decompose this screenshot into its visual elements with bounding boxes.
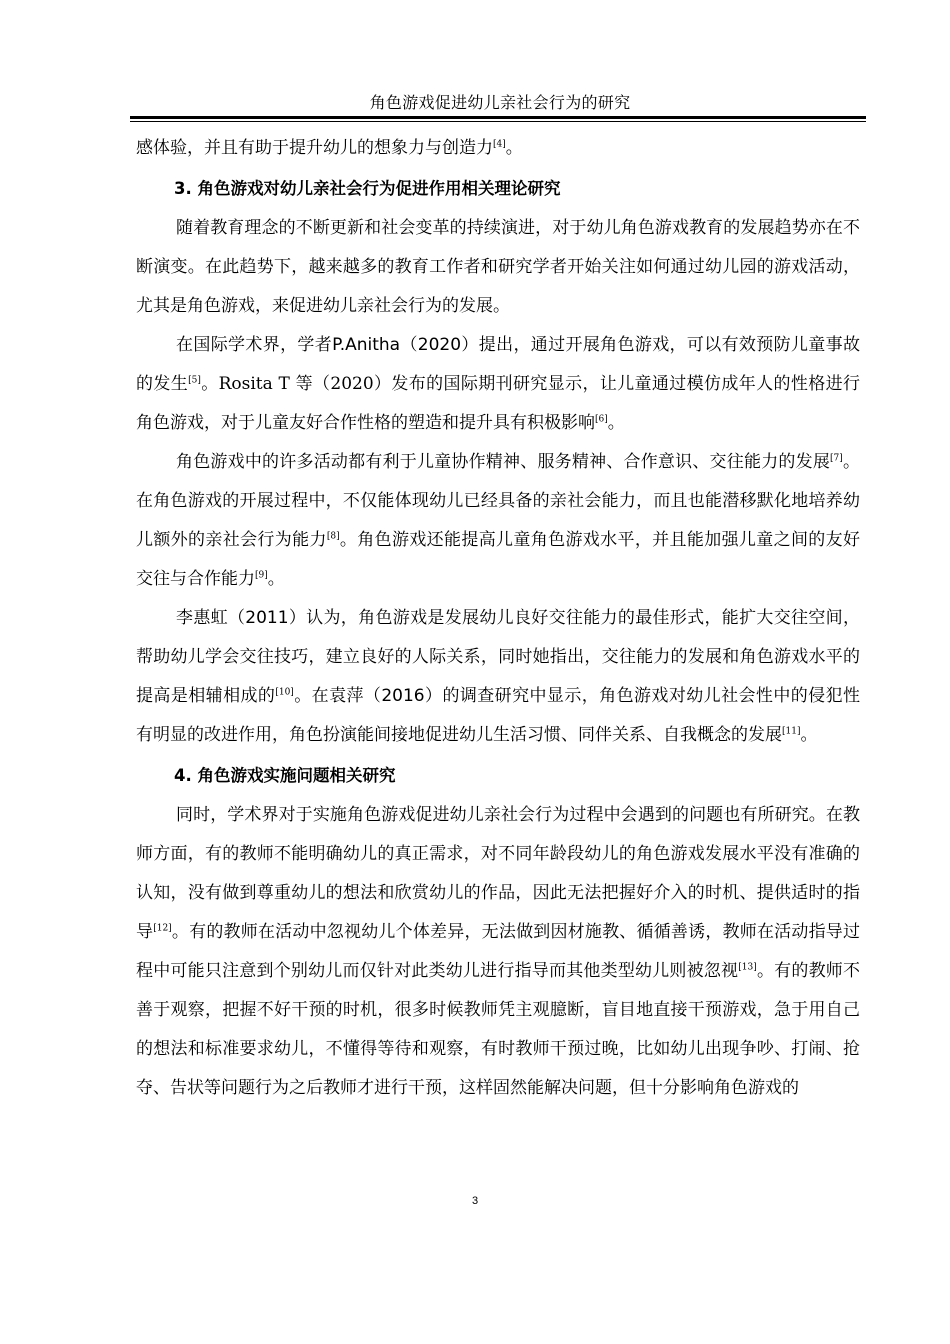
- paragraph: 同时，学术界对于实施角色游戏促进幼儿亲社会行为过程中会遇到的问题也有所研究。在教师方面，有的教师不能明确幼儿的真正需求，对不同年龄段幼儿的角色游戏发展水平没有准确的认知，没有做到尊重幼儿的想法和欣赏幼儿的作品，因此无法把握好介入的时机、提供适时的指导[12]。有的教师在活动中忽视幼儿个体差异，无法做到因材施教、循循善诱，教师在活动指导过程中可能只注意到个别幼儿而仅针对此类幼儿进行指导而其他类型幼儿则被忽视[13]。有的教师不善于观察，把握不好干预的时机，很多时候教师凭主观臆断，盲目地直接干预游戏，急于用自己的想法和标准要求幼儿，不懂得等待和观察，有时教师干预过晚，比如幼儿出现争吵、打闹、抢夺、告状等问题行为之后教师才进行干预，这样固然能解决问题，但十分影响角色游戏的: [136, 805, 861, 1098]
- citation-ref: [12]: [153, 923, 172, 934]
- citation-ref: [7]: [830, 453, 843, 464]
- body-text: [136, 129, 860, 1108]
- citation-ref: [13]: [738, 962, 757, 973]
- citation-ref: [8]: [326, 531, 340, 542]
- citation-ref: [10]: [275, 687, 294, 698]
- section-heading-3: 3. 角色游戏对幼儿亲社会行为促进作用相关理论研究: [174, 179, 561, 198]
- paragraph-continuation: 感体验，并且有助于提升幼儿的想象力与创造力[4]。: [136, 138, 523, 158]
- running-header-title: 角色游戏促进幼儿亲社会行为的研究: [369, 93, 631, 112]
- section-heading-4: 4. 角色游戏实施问题相关研究: [174, 766, 396, 785]
- citation-ref: [11]: [782, 726, 801, 737]
- paragraph: 角色游戏中的许多活动都有利于儿童协作精神、服务精神、合作意识、交往能力的发展[7]。在角色游戏的开展过程中，不仅能体现幼儿已经具备的亲社会能力，而且也能潜移默化地培养幼儿额外的亲社会行为能力[8]。角色游戏还能提高儿童角色游戏水平，并且能加强儿童之间的友好交往与合作能力[9]。: [136, 452, 861, 589]
- header-rule-thin: [130, 121, 866, 122]
- page-number: 3: [471, 1195, 479, 1207]
- citation-ref: [4]: [493, 139, 506, 150]
- paragraph: 李惠虹（2011）认为，角色游戏是发展幼儿良好交往能力的最佳形式，能扩大交往空间，帮助幼儿学会交往技巧，建立良好的人际关系，同时她指出，交往能力的发展和角色游戏水平的提高是相辅相成的[10]。在袁萍（2016）的调查研究中显示，角色游戏对幼儿社会性中的侵犯性有明显的改进作用，角色扮演能间接地促进幼儿生活习惯、同伴关系、自我概念的发展[11]。: [136, 608, 861, 745]
- citation-ref: [5]: [188, 375, 201, 386]
- citation-ref: [9]: [255, 570, 268, 581]
- header-rule-thick: [130, 116, 866, 119]
- citation-ref: [6]: [595, 414, 608, 425]
- paragraph: 随着教育理念的不断更新和社会变革的持续演进，对于幼儿角色游戏教育的发展趋势亦在不断演变。在此趋势下，越来越多的教育工作者和研究学者开始关注如何通过幼儿园的游戏活动，尤其是角色游戏，来促进幼儿亲社会行为的发展。: [136, 218, 860, 316]
- paragraph: 在国际学术界，学者P.Anitha（2020）提出，通过开展角色游戏，可以有效预防儿童事故的发生[5]。Rosita T 等（2020）发布的国际期刊研究显示，让儿童通过模仿成年人的性格进行角色游戏，对于儿童友好合作性格的塑造和提升具有积极影响[6]。: [136, 335, 860, 433]
